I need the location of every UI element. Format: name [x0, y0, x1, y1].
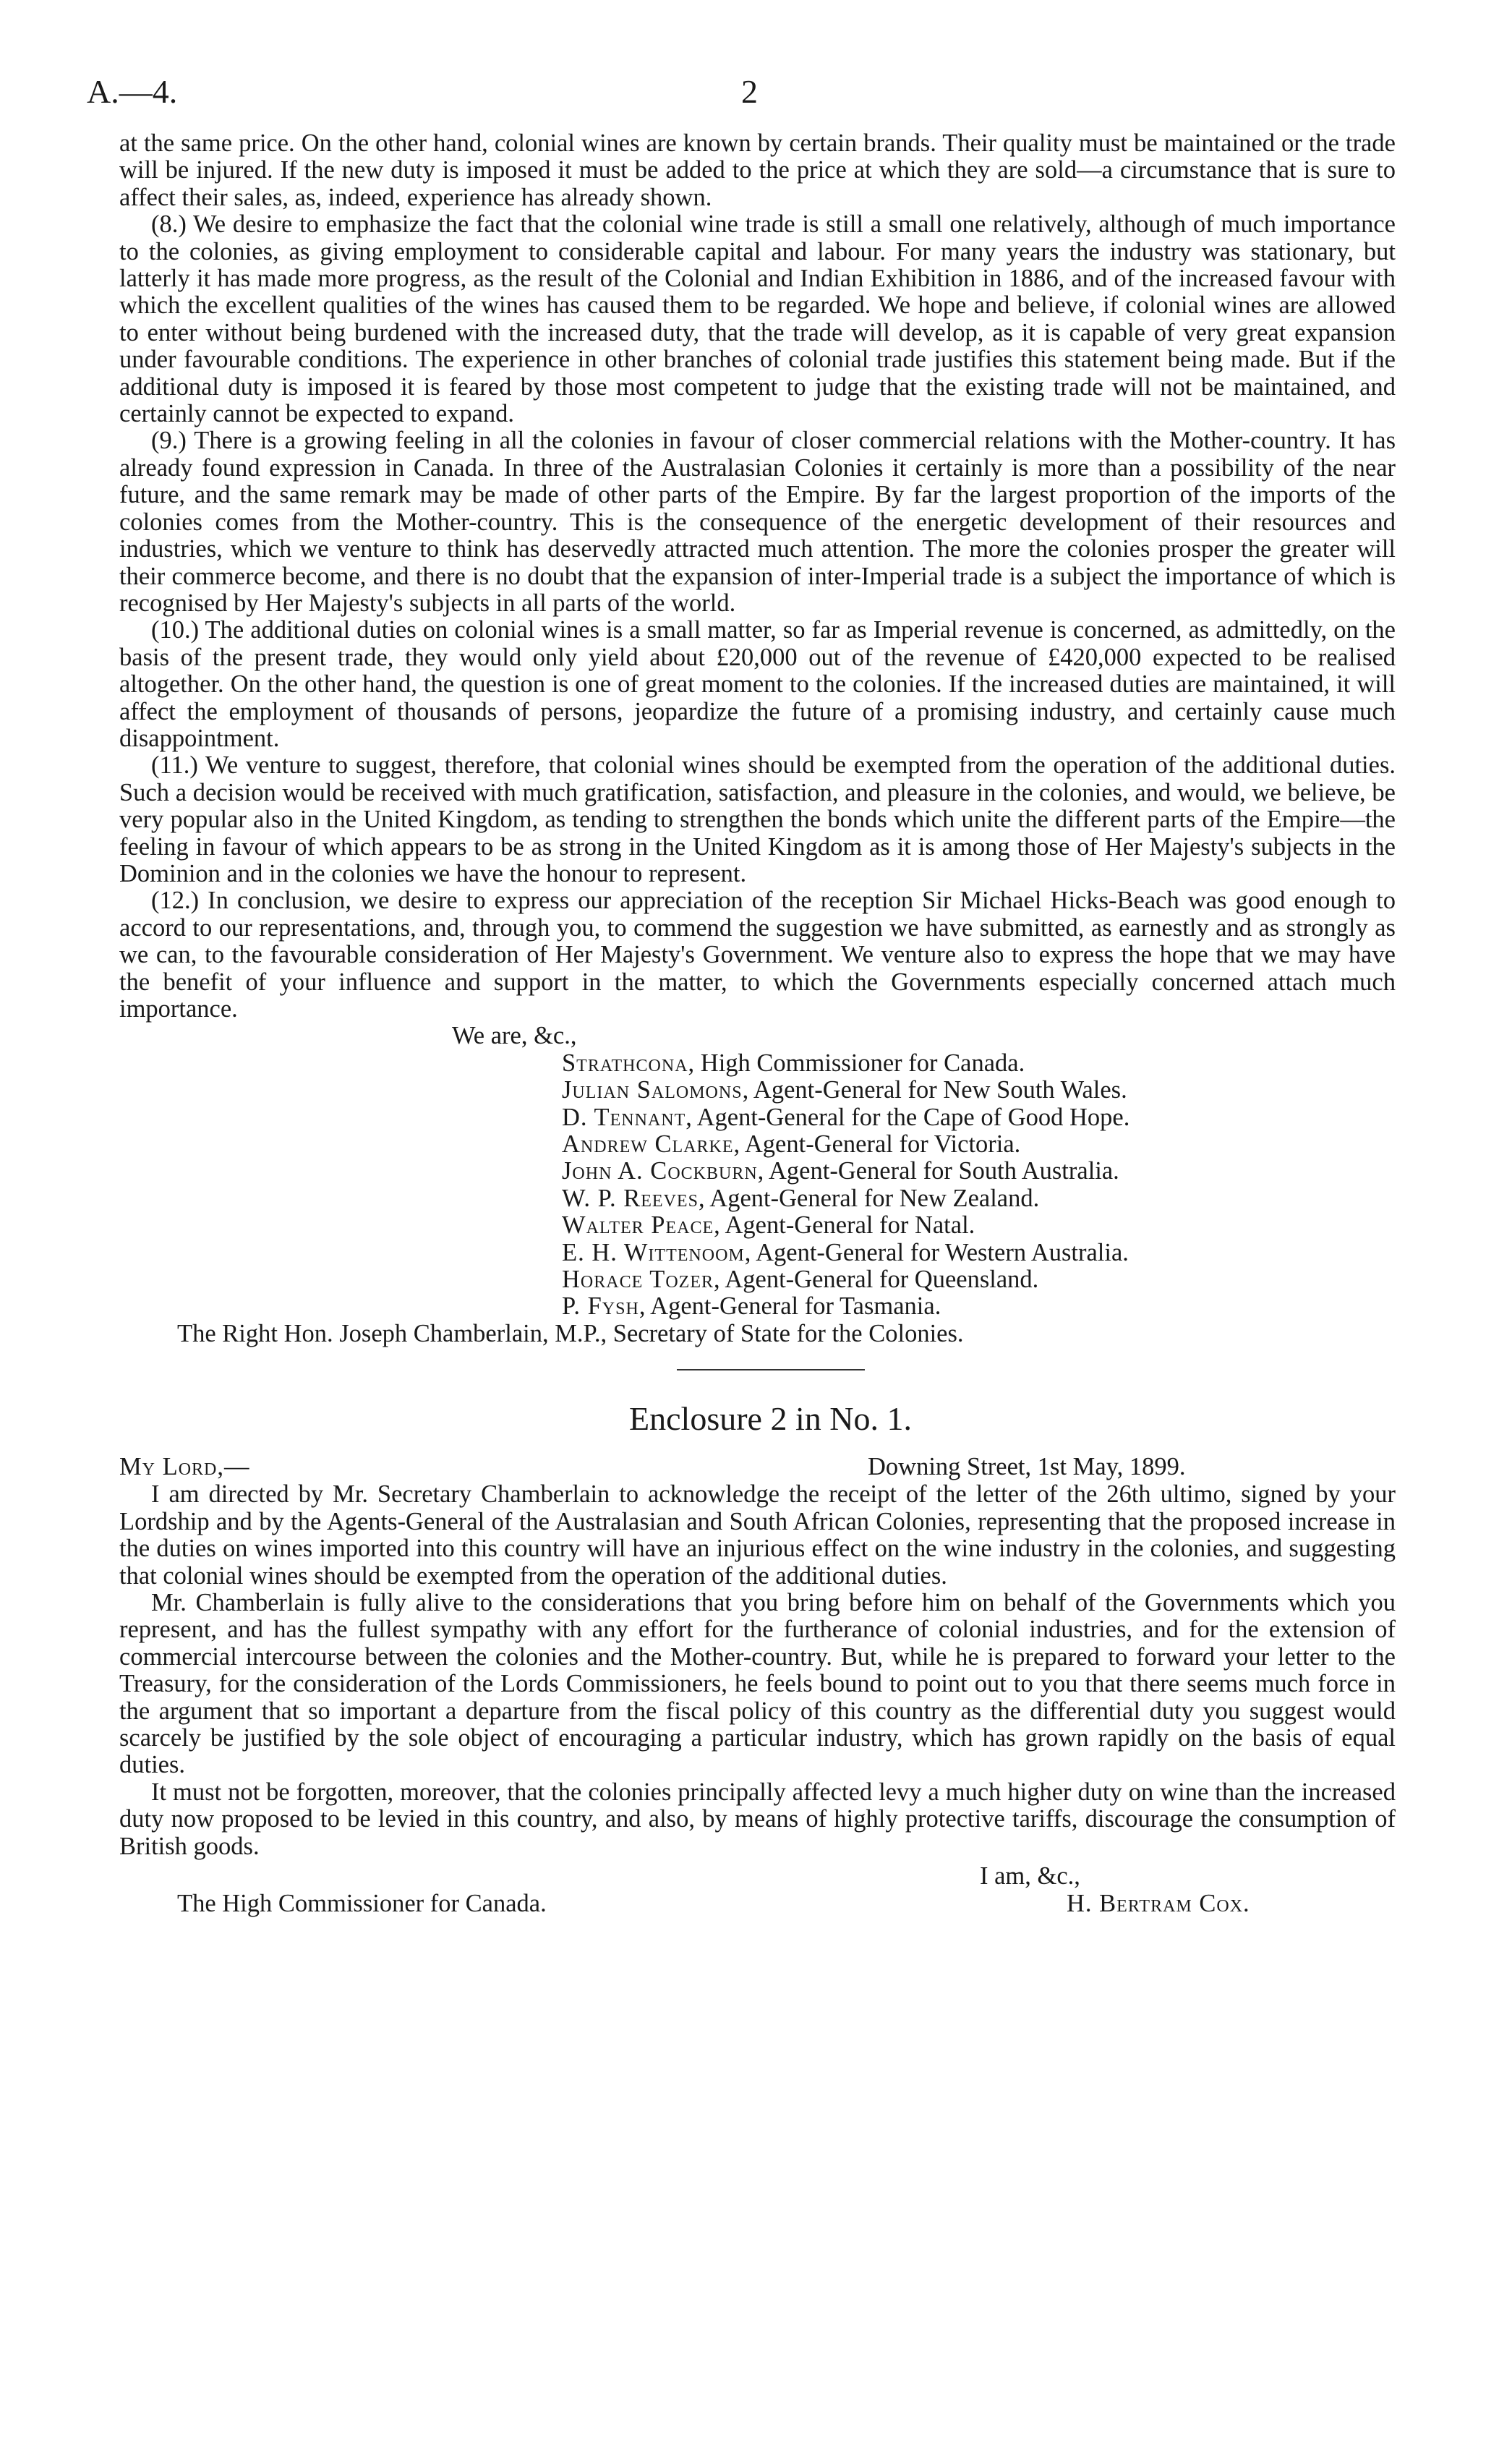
letter-paragraph-9: (9.) There is a growing feeling in all the colonies in favour of closer commercial relations with the Mother-country. It has already found expression in Canada. In three of the Australasian Colonies it certainly is more than a possibility of the near future, and the same remark may be made of other parts of the Empire. By far the largest proportion of the imports of the colonies comes from the Mother-country. This is the consequence of the energetic development of their resources and industries, which we venture to think has deservedly attracted much attention. The more the colonies prosper the greater will their commerce become, and there is no doubt that the expansion of inter-Imperial trade is a subject the importance of which is recognised by Her Majesty's subjects in all parts of the world. [119, 427, 1396, 617]
signatory [562, 1185, 1396, 1212]
page-number: 2 [741, 73, 758, 110]
signatory-role: , Agent-General for Natal. [714, 1211, 975, 1240]
enclosure-closing: I am, &c., [980, 1862, 1080, 1890]
signatory [562, 1212, 1396, 1239]
enclosure-heading-row [119, 1454, 1396, 1481]
signatory-name: Horace Tozer [562, 1266, 714, 1294]
section-divider [677, 1369, 865, 1370]
signatory-role: , Agent-General for the Cape of Good Hope. [685, 1103, 1130, 1131]
signatory-name: P. Fysh [562, 1292, 639, 1321]
letter-paragraph-12: (12.) In conclusion, we desire to express our appreciation of the reception Sir Michael Hicks-Beach was good enough to accord to our representations, and, through you, to commend the suggestion we have submitted, as earnestly and as strongly as we can, to the favourable consideration of Her Majesty's Government. We venture also to express the hope that we may have the benefit of your influence and support in the matter, to which the Governments especially concerned attach much importance. [119, 887, 1396, 1023]
signatory [562, 1158, 1396, 1185]
enclosure-body [119, 1481, 1396, 1860]
letter-closing: We are, &c., [452, 1022, 577, 1050]
signatory-role: , Agent-General for New Zealand. [698, 1184, 1040, 1212]
signatory [562, 1131, 1396, 1158]
enclosure-paragraph: Mr. Chamberlain is fully alive to the considerations that you bring before him on behalf of the Governments which you represent, and has the fullest sympathy with any effort for the furtherance of colonial industries, and for the extension of commercial intercourse between the colonies and the Mother-country. But, while he is prepared to forward your letter to the Treasury, for the consideration of the Lords Commissioners, he feels bound to point out to you that there seems much force in the argument that so important a departure from the fiscal policy of this country as the differential duty you suggest would scarcely be justified by the sole object of encouraging a particular industry, which has grown rapidly on the basis of equal duties. [119, 1588, 1396, 1779]
enclosure-addressee: The High Commissioner for Canada. [177, 1889, 547, 1917]
enclosure-paragraph: I am directed by Mr. Secretary Chamberlain to acknowledge the receipt of the letter of the 26th ultimo, signed by your Lordship and by the Agents-General of the Australasian and South African Colonies, representing that the proposed increase in the duties on wines imported into this country will have an injurious effect on the wine industry in the colonies, and suggesting that colonial wines should be exempted from the operation of the additional duties. [119, 1480, 1396, 1590]
letter-paragraph-continued: at the same price. On the other hand, colonial wines are known by certain brands. Their quality must be maintained or the trade will be injured. If the new duty is imposed it must be added to the price at which they are sold—a circumstance that is sure to affect their sales, as, indeed, experience has already shown. [119, 129, 1396, 211]
enclosure-signoff [119, 1863, 1396, 1918]
signatory-name: E. H. Wittenoom [562, 1238, 745, 1266]
signatory-name: Walter Peace [562, 1211, 714, 1240]
signatory [562, 1077, 1396, 1104]
page-header [87, 72, 1396, 130]
signatory-role: , Agent-General for Victoria. [733, 1130, 1021, 1159]
enclosure-dateline: Downing Street, 1st May, 1899. [868, 1453, 1186, 1481]
signatory [562, 1050, 1396, 1077]
signatory [562, 1104, 1396, 1131]
signatory-name: D. Tennant [562, 1103, 686, 1131]
signatory-role: , Agent-General for New South Wales. [742, 1076, 1127, 1104]
letter-paragraph-11: (11.) We venture to suggest, therefore, that colonial wines should be exempted from the operation of the additional duties. Such a decision would be received with much gratification, satisfaction, and pleasure in the colonies, and would, we believe, be very popular also in the United Kingdom, as tending to strengthen the bonds which unite the different parts of the Empire—the feeling in favour of which appears to be as strong in the United Kingdom as it is among those of Her Majesty's subjects in the Dominion and in the colonies we have the honour to represent. [119, 751, 1396, 887]
signatory-role: , Agent-General for Western Australia. [744, 1238, 1129, 1266]
document-reference: A.—4. [87, 73, 178, 110]
signatory [562, 1293, 1396, 1320]
signatory-list [562, 1050, 1396, 1321]
document-page [87, 72, 1396, 1918]
enclosure-salutation: My Lord,— [119, 1453, 250, 1481]
signatory-role: , Agent-General for Tasmania. [638, 1292, 941, 1321]
signatory-name: Strathcona [562, 1049, 688, 1077]
signatory [562, 1240, 1396, 1266]
signatory-name: W. P. Reeves [562, 1184, 699, 1212]
enclosure-paragraph: It must not be forgotten, moreover, that the colonies principally affected levy a much higher duty on wine than the increased duty now proposed to be levied in this country, and also, by means of highly protective tariffs, discourage the consumption of British goods. [119, 1778, 1396, 1860]
signatory-name: Julian Salomons [562, 1076, 743, 1104]
letter-addressee: The Right Hon. Joseph Chamberlain, M.P., Secretary of State for the Colonies. [177, 1319, 964, 1347]
signatory-role: , Agent-General for Queensland. [714, 1266, 1039, 1294]
signatory-role: , Agent-General for South Australia. [757, 1157, 1119, 1185]
letter-paragraph-10: (10.) The additional duties on colonial wines is a small matter, so far as Imperial revenue is concerned, as admittedly, on the basis of the present trade, they would only yield about £20,000 out of the revenue of £420,000 expected to be realised altogether. On the other hand, the question is one of great moment to the colonies. If the increased duties are maintained, it will affect the employment of thousands of persons, jeopardize the future of a promising industry, and certainly cause much disappointment. [119, 616, 1396, 752]
signatory-name: John A. Cockburn [562, 1157, 758, 1185]
signatory [562, 1266, 1396, 1293]
enclosure-signature: H. Bertram Cox. [1067, 1889, 1250, 1917]
letter-body [119, 130, 1396, 1023]
signatory-name: Andrew Clarke [562, 1130, 734, 1159]
signatory-role: , High Commissioner for Canada. [688, 1049, 1025, 1077]
letter-paragraph-8: (8.) We desire to emphasize the fact that the colonial wine trade is still a small one relatively, although of much importance to the colonies, as giving employment to considerable capital and labour. For many years the industry was stationary, but latterly it has made more progress, as the result of the Colonial and Indian Exhibition in 1886, and of the increased favour with which the excellent qualities of the wines has caused them to be regarded. We hope and believe, if colonial wines are allowed to enter without being burdened with the increased duty, that the trade will develop, as it is capable of very great expansion under favourable conditions. The experience in other branches of colonial trade justifies this statement being made. But if the additional duty is imposed it is feared by those most competent to judge that the existing trade will not be maintained, and certainly cannot be expected to expand. [119, 210, 1396, 428]
enclosure-title: Enclosure 2 in No. 1. [629, 1400, 912, 1438]
